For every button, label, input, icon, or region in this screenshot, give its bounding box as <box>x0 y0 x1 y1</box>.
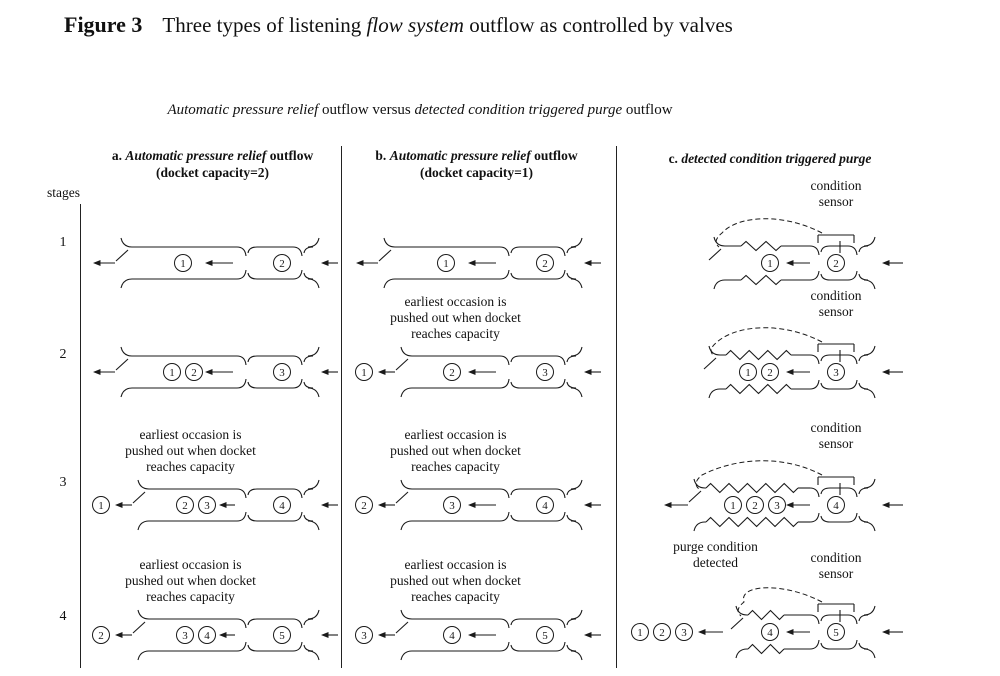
subtitle-em1: Automatic pressure relief <box>167 102 319 118</box>
subtitle-mid: outflow versus <box>318 102 415 118</box>
sensor-label-line: sensor <box>818 304 854 319</box>
figure-subtitle <box>60 102 780 119</box>
column-header-a <box>85 147 340 181</box>
svg-text:3: 3 <box>204 499 210 512</box>
header-b-prefix: b. <box>375 148 390 163</box>
header-c-prefix: c. <box>668 151 682 166</box>
svg-text:2: 2 <box>833 257 839 270</box>
svg-text:1: 1 <box>637 626 643 639</box>
header-c-em: detected condition triggered purge <box>681 151 872 166</box>
svg-text:3: 3 <box>279 366 285 379</box>
svg-text:3: 3 <box>833 366 839 379</box>
title-pre: Three types of listening <box>162 13 367 37</box>
note-line: pushed out when docket <box>390 573 521 588</box>
svg-text:2: 2 <box>767 366 773 379</box>
pipe-diagram-a3 <box>85 463 340 543</box>
header-b-suffix: outflow <box>530 148 578 163</box>
svg-text:3: 3 <box>361 629 367 642</box>
pipe-diagram-b1 <box>348 221 603 301</box>
svg-text:2: 2 <box>449 366 455 379</box>
svg-text:5: 5 <box>279 629 285 642</box>
header-a-em: Automatic pressure relief <box>125 148 267 163</box>
header-a-prefix: a. <box>111 148 126 163</box>
note-line: pushed out when docket <box>390 310 521 325</box>
pipe-diagram-b2 <box>348 330 603 410</box>
pipe-diagram-c2 <box>626 320 986 414</box>
sensor-label-line: condition <box>810 420 862 435</box>
svg-text:5: 5 <box>542 629 548 642</box>
condition-sensor-label-3 <box>790 420 882 452</box>
pipe-diagram-a2 <box>85 330 340 410</box>
subtitle-post: outflow <box>622 102 673 118</box>
svg-text:2: 2 <box>361 499 367 512</box>
pipe-diagram-a1 <box>85 221 340 301</box>
svg-text:1: 1 <box>180 257 186 270</box>
note-line: pushed out when docket <box>390 443 521 458</box>
header-b-em: Automatic pressure relief <box>389 148 531 163</box>
figure-caption <box>64 12 733 38</box>
column-header-b <box>345 147 608 181</box>
header-a-suffix: outflow <box>266 148 314 163</box>
figure-label: Figure 3 <box>64 12 143 37</box>
title-em: flow system <box>366 13 464 37</box>
sensor-label-line: condition <box>810 288 862 303</box>
column-header-b-line2: (docket capacity=1) <box>419 165 534 180</box>
svg-text:3: 3 <box>681 626 687 639</box>
note-line: earliest occasion is <box>404 557 507 572</box>
svg-text:3: 3 <box>774 499 780 512</box>
svg-text:5: 5 <box>833 626 839 639</box>
stage-number-2: 2 <box>59 347 67 362</box>
svg-text:2: 2 <box>191 366 197 379</box>
svg-text:3: 3 <box>542 366 548 379</box>
svg-text:4: 4 <box>833 499 839 512</box>
sensor-label-line: condition <box>810 550 862 565</box>
condition-sensor-label-4 <box>790 550 882 582</box>
svg-text:4: 4 <box>279 499 285 512</box>
svg-text:3: 3 <box>449 499 455 512</box>
sensor-label-line: sensor <box>818 194 854 209</box>
condition-sensor-label-1 <box>790 178 882 210</box>
divider-line-3 <box>616 146 617 668</box>
note-line: earliest occasion is <box>404 294 507 309</box>
pipe-diagram-a4 <box>85 593 340 673</box>
note-line: pushed out when docket <box>125 443 256 458</box>
svg-text:2: 2 <box>659 626 665 639</box>
pipe-diagram-c1 <box>626 211 986 305</box>
column-header-b-line1 <box>345 147 608 164</box>
stage-number-3: 3 <box>59 475 67 490</box>
pipe-diagram-b4 <box>348 593 603 673</box>
pipe-diagram-b3 <box>348 463 603 543</box>
title-post: outflow as controlled by valves <box>463 13 733 37</box>
svg-text:1: 1 <box>745 366 751 379</box>
stages-axis-label: stages <box>47 185 80 200</box>
svg-text:2: 2 <box>279 257 285 270</box>
svg-text:2: 2 <box>542 257 548 270</box>
note-line: reaches capacity <box>146 589 235 604</box>
subtitle-em2: detected condition triggered purge <box>414 102 623 118</box>
divider-line-1 <box>80 204 81 668</box>
sensor-label-line: sensor <box>818 436 854 451</box>
svg-text:1: 1 <box>361 366 367 379</box>
svg-text:4: 4 <box>767 626 773 639</box>
svg-text:2: 2 <box>182 499 188 512</box>
svg-text:1: 1 <box>767 257 773 270</box>
divider-line-2 <box>341 146 342 668</box>
column-header-a-line1 <box>85 147 340 164</box>
note-line: earliest occasion is <box>139 427 242 442</box>
sensor-label-line: sensor <box>818 566 854 581</box>
svg-text:4: 4 <box>542 499 548 512</box>
note-line: earliest occasion is <box>404 427 507 442</box>
note-line: pushed out when docket <box>125 573 256 588</box>
svg-text:2: 2 <box>752 499 758 512</box>
svg-text:3: 3 <box>182 629 188 642</box>
note-line: reaches capacity <box>411 459 500 474</box>
svg-text:4: 4 <box>204 629 210 642</box>
pipe-diagram-c3 <box>626 453 986 547</box>
svg-text:1: 1 <box>730 499 736 512</box>
svg-text:4: 4 <box>449 629 455 642</box>
svg-text:1: 1 <box>443 257 449 270</box>
purge-label-line: detected <box>693 555 738 570</box>
purge-label-line: purge condition <box>673 539 758 554</box>
note-line: reaches capacity <box>411 589 500 604</box>
figure-title <box>162 13 732 38</box>
column-header-c <box>620 150 920 167</box>
column-header-c-line1 <box>620 150 920 167</box>
svg-text:2: 2 <box>98 629 104 642</box>
sensor-label-line: condition <box>810 178 862 193</box>
svg-text:1: 1 <box>169 366 175 379</box>
note-line: reaches capacity <box>146 459 235 474</box>
svg-text:1: 1 <box>98 499 104 512</box>
note-line: earliest occasion is <box>139 557 242 572</box>
column-header-a-line2: (docket capacity=2) <box>155 165 270 180</box>
pipe-diagram-c4 <box>626 580 986 674</box>
stage-number-4: 4 <box>59 609 67 624</box>
note-line: reaches capacity <box>411 326 500 341</box>
stage-number-1: 1 <box>59 235 67 250</box>
